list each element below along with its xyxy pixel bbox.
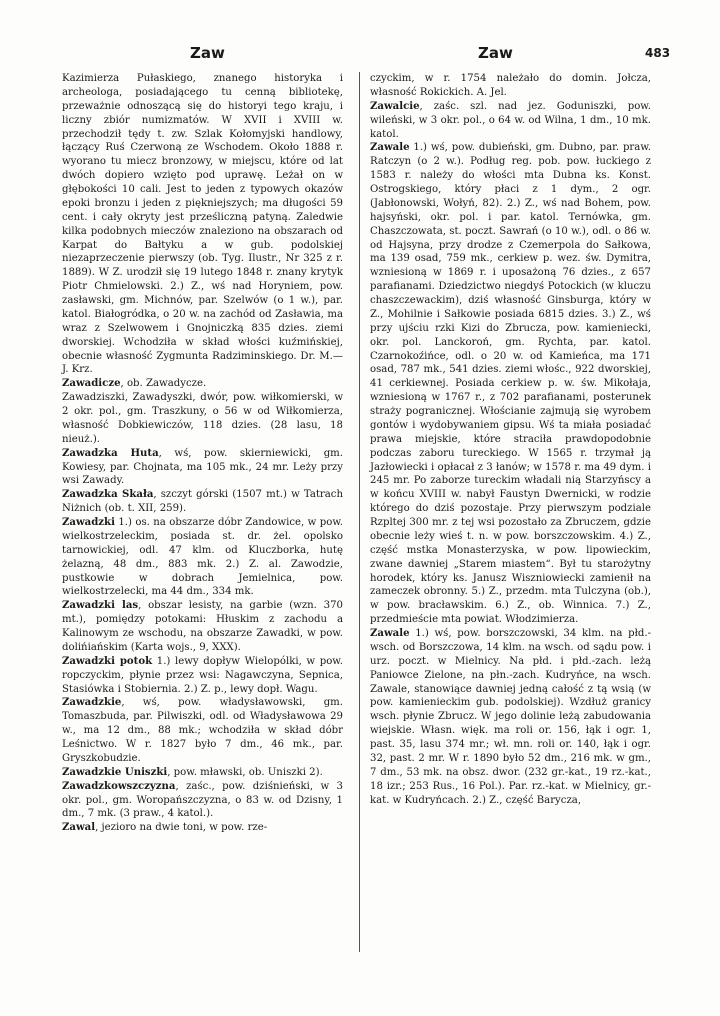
headword: Zawal — [62, 821, 96, 834]
entry-zawadzkowszczyzna: Zawadzkowszczyzna, zaśc., pow. dziśnieński, w 3 okr. pol., gm. Woropańszczyzna, o 83 w. od Dzisny, 1 dm., 7 mk. (3 praw., 4 katol.). — [62, 779, 343, 820]
headword: Zawadzki — [62, 516, 115, 528]
entry-zawadzkie-uniszki: Zawadzkie Uniszki, pow. mławski, ob. Uniszki 2). — [62, 765, 323, 778]
entry-zawal: Zawal, jezioro na dwie toni, w pow. rze- — [62, 821, 268, 834]
headword: Zawadzkowszczyzna — [62, 779, 176, 792]
headword: Zawale — [370, 627, 410, 639]
headword: Zawadzki las — [62, 599, 139, 612]
left-column — [62, 72, 343, 835]
entry-zawadzka-huta: Zawadzka Huta, wś, pow. skierniewicki, gm. Kowiesy, par. Chojnata, ma 105 mk., 24 mr. Leży przy wsi Zawady. — [62, 446, 343, 487]
entry-zawalcie: Zawalcie, zaśc. szl. nad jez. Goduniszki, pow. wileński, w 3 okr. pol., o 64 w. od Wilna, 1 dm., 10 mk. katol. — [370, 99, 651, 140]
headword: Zawadicze — [62, 377, 121, 390]
headword: Zawadzka Huta — [62, 446, 159, 459]
entry-zawadzki-las: Zawadzki las, obszar lesisty, na garbie (wzn. 370 mt.), pomiędzy potokami: Hłuskim z zachodu a Kalinowym ze wschodu, na obszarze Zawadki, w pow. dolińiańskim (Karta wojs., 9, XXX). — [62, 599, 343, 653]
headword: Zawale — [370, 141, 410, 154]
page-number: 483 — [645, 46, 671, 60]
entry-continuation: czyckim, w r. 1754 należało do domin. Jołcza, własność Rokickich. A. Jel. — [370, 73, 651, 98]
entry-zawadzka-skala: Zawadzka Skała, szczyt górski (1507 mt.) w Tatrach Niżnich (ob. t. XII, 259). — [62, 488, 343, 515]
headword: Zawalcie — [370, 99, 420, 112]
entry-zawadzki: Zawadzki 1.) os. na obszarze dóbr Zandowice, w pow. wielkostrzeleckim, posiada st. dr. żel. opolsko tarnowickiej, odl. 47 klm. od Kluczborka, hutę żelazną, 48 dm., 883 mk. 2.) Z. al. Zawodzie, pustkowie w dobrach Jemielnica, pow. wielkostrzelecki, ma 44 dm., 334 mk. — [62, 516, 343, 598]
running-head-left: Zaw — [190, 44, 225, 62]
entry-zawadziszki: Zawadziszki, Zawadyszki, dwór, pow. wiłkomierski, w 2 okr. pol., gm. Traszkuny, o 56 w od Wiłkomierza, własność Dobkiewiczów, 118 dzies. (28 lasu, 18 nieuż.). — [62, 392, 343, 445]
column-divider — [359, 72, 360, 952]
entry-zawadicze: Zawadicze, ob. Zawadycze. — [62, 377, 207, 390]
running-head-right: Zaw — [478, 44, 513, 62]
right-column — [370, 72, 651, 807]
headword: Zawadzki potok — [62, 654, 153, 667]
headword: Zawadzkie Uniszki — [62, 765, 168, 778]
entry-zawale-2: Zawale 1.) wś, pow. borszczowski, 34 klm. na płd.-wsch. od Borszczowa, 14 klm. na wsch. od sądu pow. i urz. poczt. w Mielnicy. Na płd. i płd.-zach. leżą Paniowce Zielone, na płn.-zach. Kudryńce, na wsch. Zawale, stanowiące dawniej jedną całość z tą wsią (w pow. kamienieckim gub. podolskiej). Wzdłuż granicy wsch. płynie Zbrucz. W jego dolinie leżą zabudowania wiejskie. Własn. więk. ma roli or. 156, łąk i ogr. 1, past. 35, lasu 374 mr.; wł. mn. roli or. 140, łąk i ogr. 32, past. 2 mr. W r. 1890 było 52 dm., 216 mk. w gm., 7 dm., 53 mk. na obsz. dwor. (232 gr.-kat., 19 rz.-kat., 18 izr.; 253 Rus., 16 Pol.). Par. rz.-kat. w Mielnicy, gr.-kat. w Kudryńcach. 2.) Z., część Barycza, — [370, 627, 651, 806]
headword: Zawadzka Skała — [62, 488, 154, 501]
entry-zawale-1: Zawale 1.) wś, pow. dubieński, gm. Dubno, par. praw. Ratczyn (o 2 w.). Podług reg. pob. pow. łuckiego z 1583 r. należy do włości mta Dubna ks. Konst. Ostrogskiego, który płaci z 1 dym., 2 ogr. (Jabłonowski, Wołyń, 82). 2.) Z., wś nad Bohem, pow. hajsyński, okr. pol. i par. katol. Ternówka, gm. Chaszczowata, st. poczt. Sawrań (o 10 w.), odl. o 86 w. od Hajsyna, przy drodze z Czemerpola do Sałkowa, ma 139 osad, 759 mk., cerkiew p. wez. św. Dymitra, wzniesioną w 1869 r. i uposażoną 76 dzies., z 657 parafianami. Dziedzictwo niegdyś Potockich (w kluczu chaszczewackim), dziś własność Ginsburga, który w Z., Mohilnie i Sałkowie posiada 6815 dzies. 3.) Z., wś przy ujściu rzki Kizi do Zbrucza, pow. kamieniecki, okr. pol. Lanckoroń, gm. Rychta, par. katol. Czarnokoźińce, odl. o 20 w. od Kamieńca, ma 171 osad, 787 mk., 541 dzies. ziemi włośc., 922 dworskiej, 41 cerkiewnej. Posiada cerkiew p. w. św. Mikołaja, wzniesioną w 1767 r., z 702 parafianami, posterunek straży pogranicznej. Włościanie zajmują się wyrobem gontów i wydobywaniem gipsu. Wś ta miała posiadać prawa miejskie, które straciła prawdopodobnie podczas zaboru tureckiego. W 1565 r. trzymał ją Jazłowiecki i opłacał z 3 łanów; w 1578 r. ma 49 dym. i 245 mr. Po zaborze tureckim władali nią Starzyńscy a w końcu XVIII w. nabył Faustyn Dwernicki, w rodzie którego do dziś pozostaje. Przy pierwszym podziale Rzpltej 300 mr. z tej wsi pozostało za Zbruczem, gdzie obecnie leży wieś t. n. w pow. borszczowskim. 4.) Z., część mstka Monasterzyska, w pow. lipowieckim, zwane dawniej „Starem miastem“. Był tu starożytny horodek, który ks. Janusz Wiszniowiecki zamienił na zameczek obronny. 5.) Z., przedm. mta Tulczyna (ob.), w pow. bracławskim. 6.) Z., ob. Winnica. 7.) Z., przedmieście mta powiat. Włodzimierza. — [370, 141, 651, 626]
headword: Zawadzkie — [62, 696, 122, 709]
entry-zawadzkie: Zawadzkie, wś, pow. władysławowski, gm. Tomaszbuda, par. Pilwiszki, odl. od Władysławowa 29 w., ma 12 dm., 88 mk.; wchodziła w skład dóbr Leśnictwo. W r. 1827 było 7 dm., 46 mk., par. Gryszkobudzie. — [62, 696, 343, 764]
entry-zawadzki-potok: Zawadzki potok 1.) lewy dopływ Wielopólki, w pow. ropczyckim, płynie przez wsi: Nagawczyna, Sepnica, Stasiówka i Stobiernia. 2.) Z. p., lewy dopł. Wagu. — [62, 654, 343, 695]
entry-paragraph: Kazimierza Pułaskiego, znanego historyka i archeologa, posiadającego tu cenną bibliotekę, przeważnie odnoszącą się do historyi tego kraju, i liczny zbiór numizmatów. W XVII i XVIII w. przechodził tędy t. zw. Szlak Kołomyjski handlowy, łączący Ruś Czerwoną ze Wschodem. Około 1888 r. wyorano tu miecz bronzowy, w miejscu, które od lat dwóch dopiero wzięto pod uprawę. Leżał on w głębokości 10 cali. Jest to jeden z typowych okazów epoki bronzu i jeden z piękniejszych; ma długości 59 cent. i cały okryty jest prześliczną patyną. Zaledwie kilka podobnych mieczów znaleziono na obszarach od Karpat do Bałtyku a w gub. podolskiej niezaprzeczenie pierwszy (ob. Tyg. Ilustr., Nr 325 z r. 1889). W Z. urodził się 19 lutego 1848 r. znany krytyk Piotr Chmielowski. 2.) Z., wś nad Horyniem, pow. zasławski, gm. Michnów, par. Szelwów (o 1 w.), par. katol. Białogródka, o 20 w. na zachód od Zasławia, ma wraz z Szelwowem i Gnojniczką 835 dzies. ziemi dworskiej. Wchodziła w skład włości kuźmińskiej, obecnie własność Zygmunta Radziminskiego. Dr. M.—J. Krz. — [62, 73, 343, 376]
